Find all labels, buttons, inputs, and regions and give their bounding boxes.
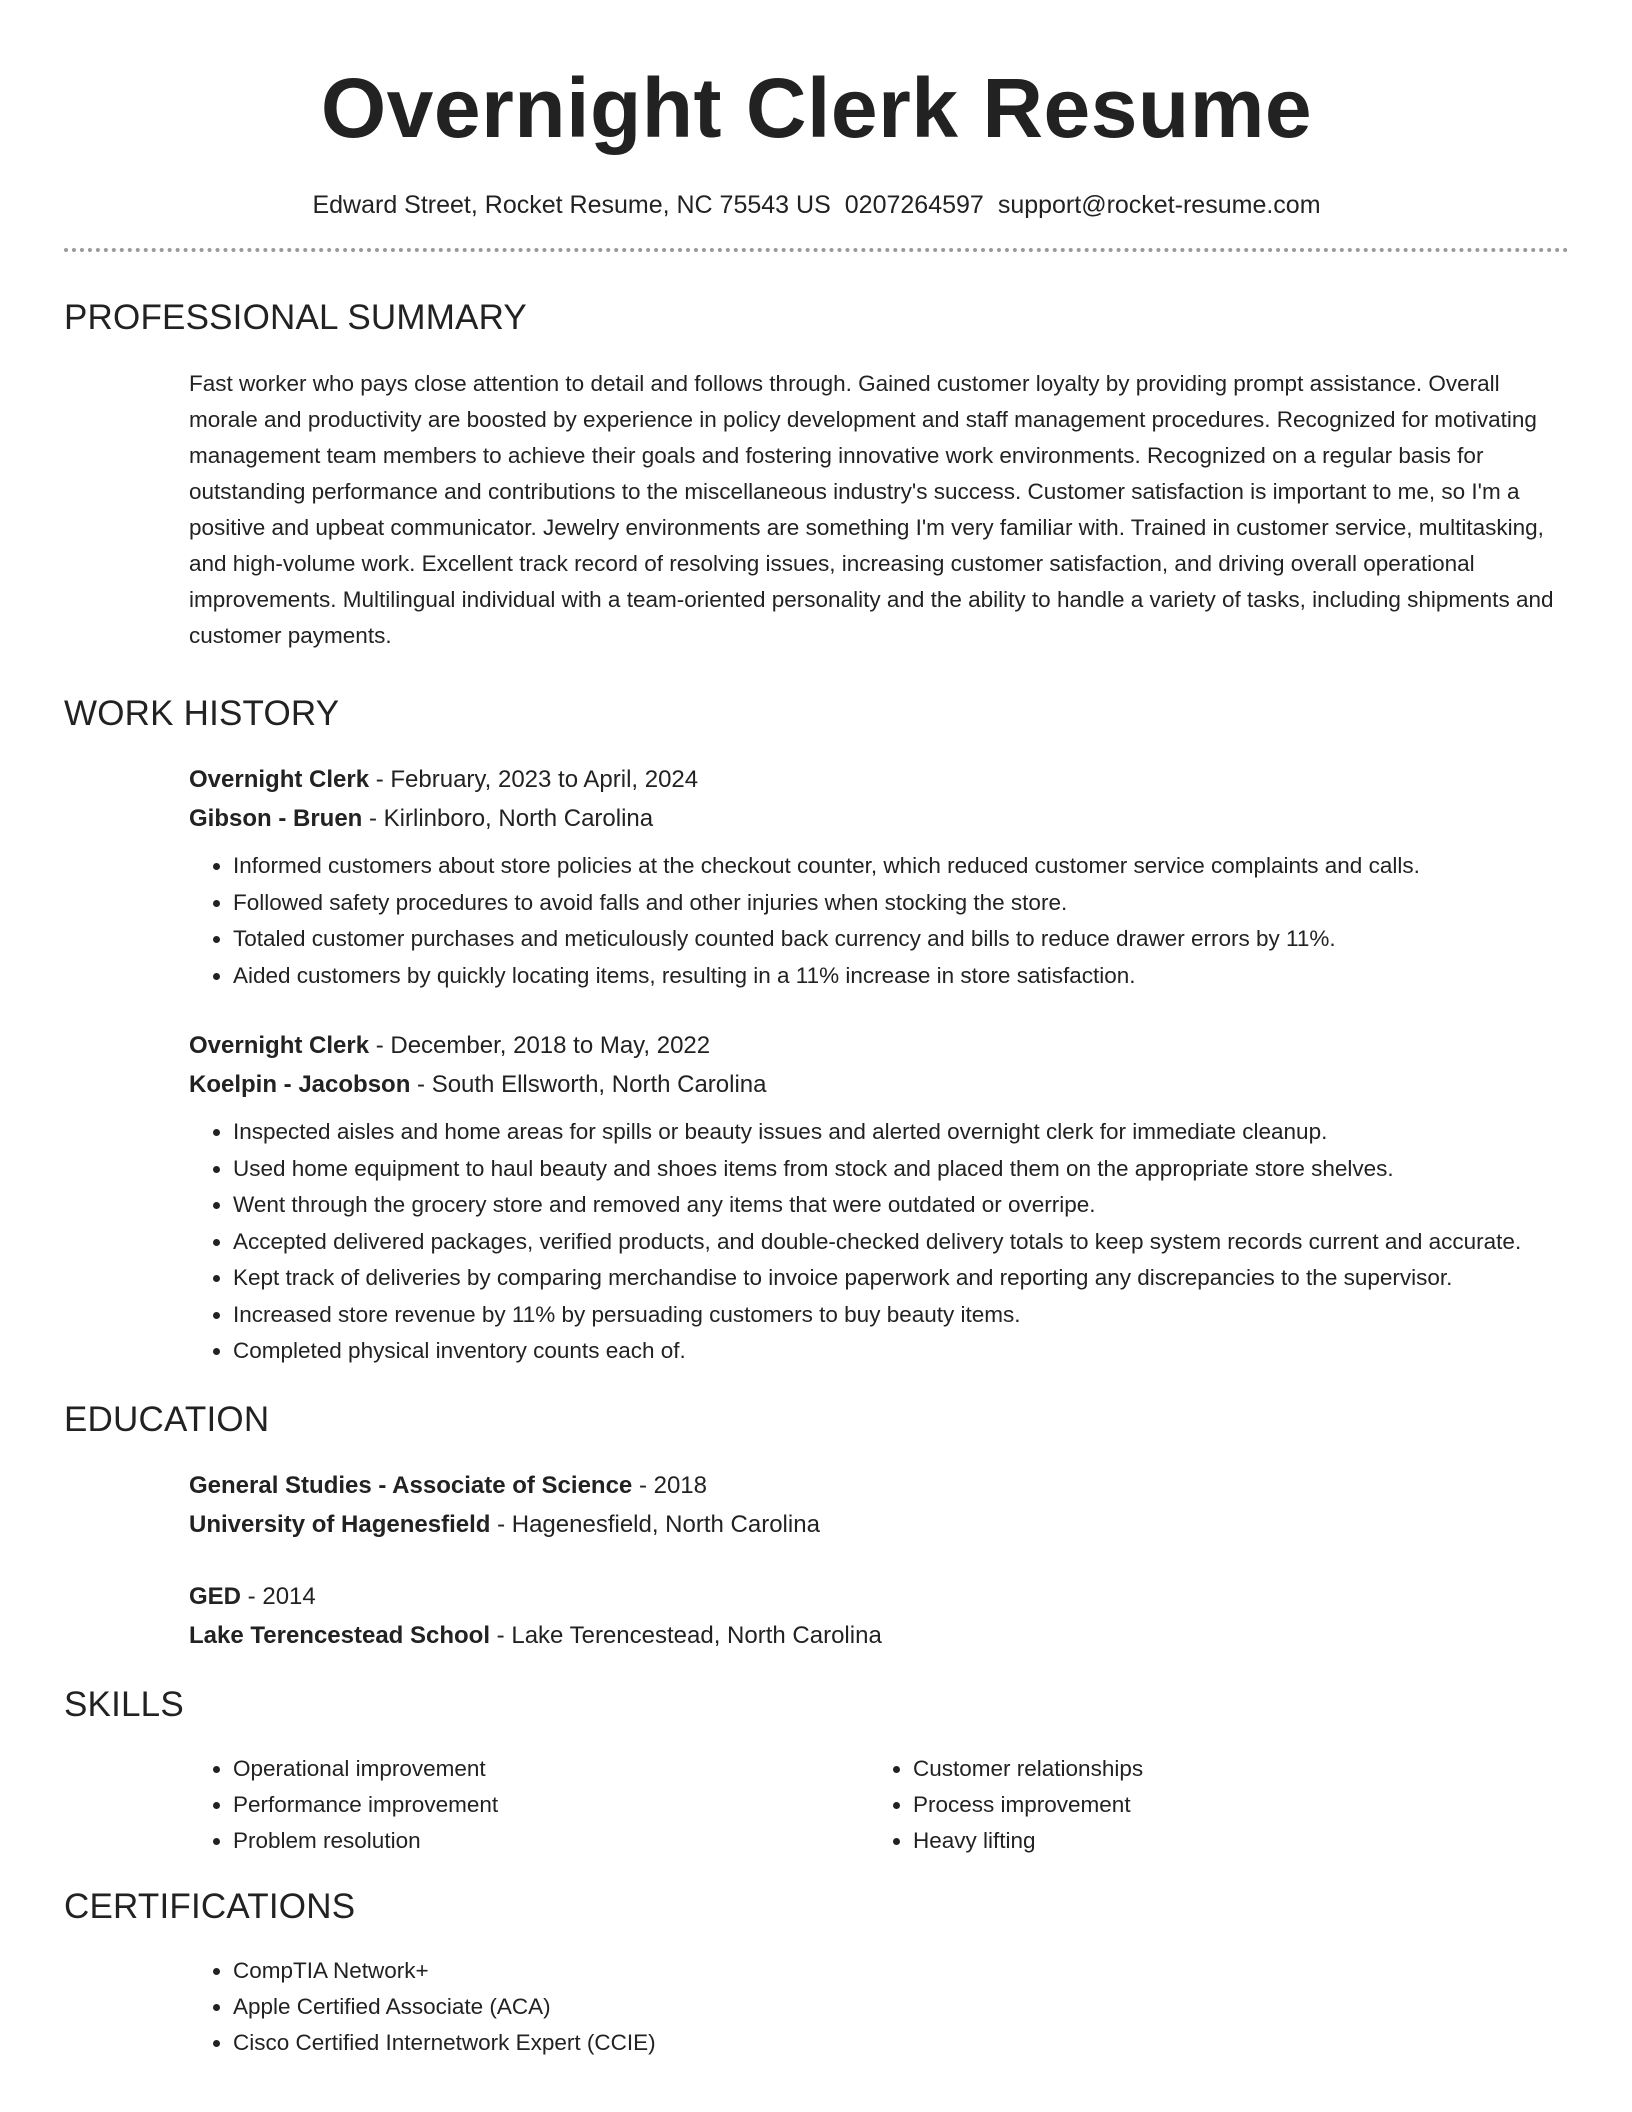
job-dates: - December, 2018 to May, 2022 [369,1032,711,1059]
section-heading-work-history: WORK HISTORY [64,694,340,733]
education-degree-line [189,1466,1569,1505]
skills-column-left [189,1751,869,1859]
education-school: Lake Terencestead School [189,1621,491,1649]
header-divider [64,248,1569,252]
list-item: • Customer relationships [913,1751,1513,1787]
education-school: University of Hagenesfield [189,1510,491,1538]
job-title-line [189,1026,1569,1065]
list-item: • Apple Certified Associate (ACA) [233,1989,1569,2025]
job-company-line [189,799,1569,838]
list-item: • Cisco Certified Internetwork Expert (CCIE) [233,2025,1569,2061]
summary-text: Fast worker who pays close attention to detail and follows through. Gained customer loyalty by providing prompt assistance. Overall morale and productivity are boosted by experience in policy development and staff management procedures. Recognized for motivating management team members to achieve their goals and fostering innovative work environments. Recognized on a regular basis for outstanding performance and contributions to the miscellaneous industry's success. Customer satisfaction is important to me, so I'm a positive and upbeat communicator. Jewelry environments are something I'm very familiar with. Trained in customer service, multitasking, and high-volume work. Excellent track record of resolving issues, increasing customer satisfaction, and driving overall operational improvements. Multilingual individual with a team-oriented personality and the ability to handle a variety of tasks, including shipments and customer payments. [189,371,1554,648]
job-company: Gibson - Bruen [189,805,363,832]
job-location: - Kirlinboro, North Carolina [362,805,654,832]
job-title-line [189,760,1569,799]
section-heading-summary: PROFESSIONAL SUMMARY [64,298,527,337]
education-degree: General Studies - Associate of Science [189,1471,633,1499]
job-title: Overnight Clerk [189,766,370,793]
section-heading-education: EDUCATION [64,1399,270,1439]
job-bullets [189,848,1569,994]
job-entry [189,760,1569,994]
list-item: • Operational improvement [233,1751,869,1787]
resume-page [64,0,1569,2061]
contact-address: Edward Street, Rocket Resume, NC 75543 US [312,191,831,219]
section-heading-skills: SKILLS [64,1684,184,1724]
list-item: • Informed customers about store policies at the checkout counter, which reduced customer service complaints and calls. [233,848,1569,885]
list-item: • Heavy lifting [913,1823,1513,1859]
list-item: • Followed safety procedures to avoid falls and other injuries when stocking the store. [233,885,1569,922]
skills-grid [189,1751,1569,1859]
contact-phone: 0207264597 [844,191,984,219]
education-location: - Hagenesfield, North Carolina [490,1510,820,1538]
contact-email: support@rocket-resume.com [997,191,1321,219]
list-item: • Went through the grocery store and removed any items that were outdated or overripe. [233,1187,1569,1224]
list-item: • Kept track of deliveries by comparing merchandise to invoice paperwork and reporting any discrepancies to the supervisor. [233,1260,1569,1297]
list-item: • Aided customers by quickly locating items, resulting in a 11% increase in store satisfaction. [233,958,1569,995]
education-year: - 2018 [632,1471,707,1499]
job-entry [189,1026,1569,1370]
list-item: • Process improvement [913,1787,1513,1823]
list-item: • Accepted delivered packages, verified products, and double-checked delivery totals to keep system records current and accurate. [233,1224,1569,1261]
education-degree-line [189,1577,1569,1616]
skills-column-right [869,1751,1513,1859]
list-item: • CompTIA Network+ [233,1953,1569,1989]
contact-line [64,188,1569,222]
list-item: • Used home equipment to haul beauty and shoes items from stock and placed them on the appropriate store shelves. [233,1151,1569,1188]
education-entry [189,1577,1569,1655]
job-location: - South Ellsworth, North Carolina [410,1071,767,1098]
education-entry [189,1466,1569,1544]
job-title: Overnight Clerk [189,1032,370,1059]
list-item: • Problem resolution [233,1823,869,1859]
list-item: • Performance improvement [233,1787,869,1823]
education-year: - 2014 [241,1582,316,1610]
certifications-list [189,1953,1569,2061]
education-degree: GED [189,1582,242,1610]
job-bullets [189,1114,1569,1370]
list-item: • Completed physical inventory counts each of. [233,1333,1569,1370]
list-item: • Inspected aisles and home areas for spills or beauty issues and alerted overnight clerk for immediate cleanup. [233,1114,1569,1151]
education-school-line [189,1505,1569,1544]
job-company: Koelpin - Jacobson [189,1071,411,1098]
list-item: • Totaled customer purchases and meticulously counted back currency and bills to reduce drawer errors by 11%. [233,921,1569,958]
resume-title: Overnight Clerk Resume [320,61,1313,155]
education-location: - Lake Terencestead, North Carolina [490,1621,882,1649]
certifications-items [189,1953,1569,2061]
job-dates: - February, 2023 to April, 2024 [369,766,699,793]
job-company-line [189,1065,1569,1104]
section-heading-certifications: CERTIFICATIONS [64,1886,356,1926]
education-school-line [189,1616,1569,1655]
list-item: • Increased store revenue by 11% by persuading customers to buy beauty items. [233,1297,1569,1334]
